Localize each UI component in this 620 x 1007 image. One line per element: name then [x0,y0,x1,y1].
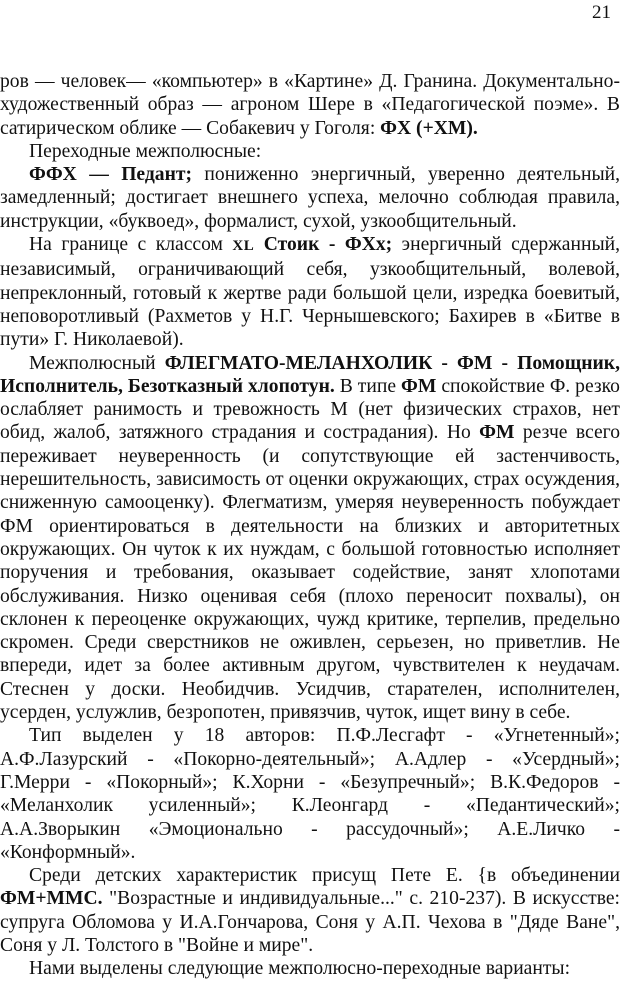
paragraph [0,140,620,163]
paragraph [0,957,620,980]
paragraph [0,233,620,351]
paragraph [0,864,620,957]
paragraph [0,352,620,725]
bold-text: ФМ [479,422,515,444]
text-run: энергичный сдержанный, независимый, ограничивающий себя, узкообщительный, волевой, непреклонный, готовый к жертве ради большой цели, изредка боевитый, неповоротливый (Рахметов у Н.Г. Чернышевского; Бахирев в «Битве в пути» Г. Николаевой). [0,234,620,351]
bold-text: ФЛЕГМАТО-МЕЛАНХОЛИК - ФМ - Помощник, Исполнитель, Безотказный хлопотун. [0,352,620,397]
bold-text: ФМ+ММС. [0,888,103,910]
text-run: "Возрастные и индивидуальные..." с. 210-237). В искусстве: супруга Обломова у И.А.Гончарова, Соня у А.П. Чехова в "Дяде Ване", Соня у Л. Толстого в "Войне и мире". [0,888,620,956]
text-run: На границе с классом [29,234,233,256]
text-run: Переходные межполюсные: [29,140,262,162]
paragraph [0,163,620,233]
text-run: спокойствие Ф. резко ослабляет ранимость и тревожность М (нет физических страхов, нет обид, жалоб, затяжного страдания и сострадания). Но [0,375,620,444]
page-number: 21 [592,2,611,23]
text-run: Межполюсный [29,352,165,374]
body-text [0,70,620,981]
paragraph [0,70,620,140]
text-run: Среди детских характеристик присущ Пете Е. {в объединении [29,865,620,887]
text-run: Нами выделены следующие межполюсно-переходные варианты: [29,958,571,980]
text-run: В типе [334,375,402,397]
bold-text: ФМ [401,375,437,397]
text-run: Тип выделен у 18 авторов: П.Ф.Лесгафт - «Угнетенный»; А.Ф.Лазурский - «Покорно-деятельный»; А.Адлер - «Усердный»; Г.Мерри - «Покорный»; К.Хорни - «Безупречный»; В.К.Федоров - «Меланхолик усиленный»; К.Леонгард - «Педантический»; А.А.Зворыкин «Эмоционально - рассудочный»; А.Е.Личко - «Конформный». [0,725,620,863]
bold-text: ФФХ — Педант; [29,164,193,186]
text-run: пониженно энергичный, уверенно деятельный, замедленный; достигает внешнего успеха, мелочно соблюдая правила, инструкции, «буквоед», формалист, сухой, узкообщительный. [0,164,620,232]
bold-text: ФХ (+ХМ). [380,117,478,139]
class-marker: XL [232,238,255,255]
bold-text: Стоик - ФХх; [254,234,393,256]
paragraph [0,724,620,864]
text-run: ров — человек— «компьютер» в «Картине» Д. Гранина. Документально-художественный образ — агроном Шере в «Педагогической поэме». В сатирическом облике — Собакевич у Гоголя: [0,71,620,139]
text-run: резче всего переживает неуверенность (и сопутствующие ей застенчивость, нерешительность, зависимость от оценки окружающих, страх осуждения, сниженную самооценку). Флегматизм, умеряя неуверенность побуждает ФМ ориентироваться в деятельности на близких и авторитетных окружающих. Он чуток к их нуждам, с большой готовностью исполняет поручения и требования, оказывает содействие, занят хлопотами обслуживания. Низко оценивая себя (плохо переносит похвалы), он склонен к переоценке окружающих, чужд критике, терпелив, предельно скромен. Среди сверстников не оживлен, серьезен, но приветлив. Не впереди, идет за более активным другом, чувствителен к неудачам. Стеснен у доски. Необидчив. Усидчив, старателен, исполнителен, усерден, услужлив, безропотен, привязчив, чуток, ищет вину в себе. [0,422,620,724]
